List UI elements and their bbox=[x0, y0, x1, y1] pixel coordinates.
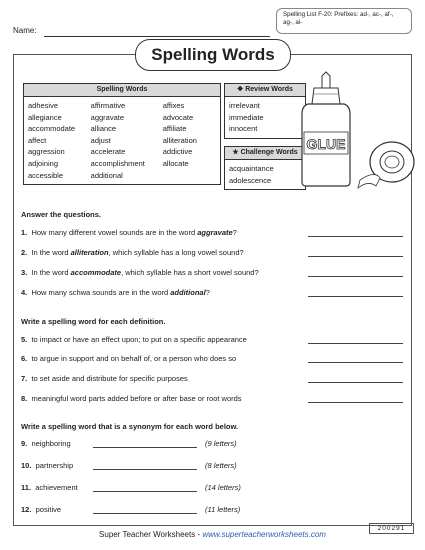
footer bbox=[0, 530, 425, 539]
word: affixes bbox=[162, 101, 185, 110]
word-column bbox=[163, 100, 216, 181]
synonym-word: partnership bbox=[35, 461, 74, 470]
answer-line[interactable] bbox=[308, 276, 403, 277]
word: affect bbox=[28, 135, 47, 145]
synonym-word: neighboring bbox=[31, 439, 71, 448]
spelling-list-info: Spelling List F-20: Prefixes: ad-, ac-, af-, ag-, al- bbox=[276, 8, 412, 34]
footer-brand: Super Teacher Worksheets - bbox=[99, 530, 203, 539]
synonym-question bbox=[21, 461, 73, 470]
question-text: In the word bbox=[31, 268, 71, 277]
question-number: 5. bbox=[21, 335, 28, 344]
word: allegiance bbox=[28, 112, 62, 122]
review-word: irrelevant bbox=[229, 101, 260, 110]
question bbox=[21, 335, 247, 344]
spelling-words-box bbox=[23, 83, 221, 185]
spelling-words-header: Spelling Words bbox=[24, 84, 220, 97]
word: alliance bbox=[90, 124, 117, 134]
word: alliteration bbox=[162, 135, 197, 145]
question bbox=[21, 268, 259, 277]
question-number: 12. bbox=[21, 505, 32, 514]
question-number: 7. bbox=[21, 374, 28, 383]
question-text: , which syllable has a short vowel sound? bbox=[121, 268, 259, 277]
section-heading: Write a spelling word that is a synonym for each word below. bbox=[21, 422, 239, 431]
question bbox=[21, 374, 188, 383]
synonym-question bbox=[21, 483, 78, 492]
question-text: ? bbox=[205, 288, 210, 297]
question bbox=[21, 354, 236, 363]
question-number: 2. bbox=[21, 248, 28, 257]
answer-line[interactable] bbox=[93, 447, 197, 448]
question bbox=[21, 288, 210, 297]
question-text: How many different vowel sounds are in the word bbox=[31, 228, 198, 237]
question bbox=[21, 394, 242, 403]
question-number: 8. bbox=[21, 394, 28, 403]
question-number: 11. bbox=[21, 483, 32, 492]
question-text: to impact or have an effect upon; to put on a specific appearance bbox=[31, 335, 247, 344]
word: addictive bbox=[162, 147, 193, 157]
question-number: 4. bbox=[21, 288, 28, 297]
answer-line[interactable] bbox=[93, 513, 197, 514]
question-keyword: additional bbox=[170, 288, 206, 297]
question-keyword: accommodate bbox=[70, 268, 122, 277]
synonym-word: positive bbox=[35, 505, 62, 514]
question-text: ? bbox=[232, 228, 237, 237]
word: accommodate bbox=[28, 124, 76, 134]
page-title: Spelling Words bbox=[135, 39, 291, 71]
word-column bbox=[91, 100, 163, 181]
question-keyword: alliteration bbox=[70, 248, 109, 257]
word: advocate bbox=[162, 112, 194, 122]
question-number: 6. bbox=[21, 354, 28, 363]
question-text: , which syllable has a long vowel sound? bbox=[108, 248, 244, 257]
word: adjoining bbox=[28, 158, 59, 168]
challenge-word: adolescence bbox=[229, 175, 272, 185]
synonym-question bbox=[21, 505, 61, 514]
answer-line[interactable] bbox=[308, 296, 403, 297]
question-keyword: aggravate bbox=[197, 228, 233, 237]
answer-line[interactable] bbox=[308, 343, 403, 344]
question bbox=[21, 248, 244, 257]
challenge-word: acquaintance bbox=[229, 164, 274, 173]
footer-url-link[interactable]: www.superteacherworksheets.com bbox=[202, 530, 326, 539]
answer-line[interactable] bbox=[308, 362, 403, 363]
challenge-words-box bbox=[224, 146, 306, 190]
answer-line[interactable] bbox=[93, 469, 197, 470]
word: adjust bbox=[90, 135, 111, 145]
section-heading: Write a spelling word for each definition. bbox=[21, 317, 166, 326]
word: affirmative bbox=[90, 101, 126, 110]
glue-illustration bbox=[300, 70, 420, 190]
question-text: to set aside and distribute for specific purposes bbox=[31, 374, 188, 383]
answer-line[interactable] bbox=[308, 402, 403, 403]
answer-line[interactable] bbox=[308, 236, 403, 237]
word: additional bbox=[90, 170, 123, 180]
word: accessible bbox=[28, 170, 64, 180]
review-word: immediate bbox=[229, 112, 264, 122]
letter-hint: (9 letters) bbox=[205, 439, 237, 448]
question-number: 3. bbox=[21, 268, 28, 277]
word: affiliate bbox=[162, 124, 187, 134]
review-words-box bbox=[224, 83, 306, 139]
word: aggravate bbox=[90, 112, 125, 122]
question-number: 9. bbox=[21, 439, 28, 448]
word: allocate bbox=[162, 158, 189, 168]
name-field[interactable] bbox=[44, 36, 270, 37]
synonym-word: achievement bbox=[35, 483, 78, 492]
challenge-words-header: ★ Challenge Words bbox=[225, 147, 305, 160]
name-label: Name: bbox=[13, 26, 37, 35]
question-text: How many schwa sounds are in the word bbox=[31, 288, 171, 297]
question-number: 10. bbox=[21, 461, 32, 470]
word: adhesive bbox=[28, 101, 59, 110]
glue-label: GLUE bbox=[306, 136, 346, 152]
question-number: 1. bbox=[21, 228, 28, 237]
question bbox=[21, 228, 237, 237]
word: aggression bbox=[28, 147, 65, 157]
question-text: In the word bbox=[31, 248, 71, 257]
word-column bbox=[28, 100, 91, 181]
question-text: to argue in support and on behalf of, or a person who does so bbox=[31, 354, 237, 363]
question-text: meaningful word parts added before or after base or root words bbox=[31, 394, 242, 403]
section-heading: Answer the questions. bbox=[21, 210, 102, 219]
review-word: innocent bbox=[229, 124, 258, 134]
letter-hint: (11 letters) bbox=[205, 505, 241, 514]
answer-line[interactable] bbox=[308, 256, 403, 257]
answer-line[interactable] bbox=[93, 491, 197, 492]
synonym-question bbox=[21, 439, 71, 448]
worksheet-code: 200291 bbox=[369, 523, 414, 534]
word: accomplishment bbox=[90, 158, 145, 168]
letter-hint: (14 letters) bbox=[205, 483, 241, 492]
letter-hint: (8 letters) bbox=[205, 461, 237, 470]
word: accelerate bbox=[90, 147, 126, 157]
answer-line[interactable] bbox=[308, 382, 403, 383]
review-words-header: ❖ Review Words bbox=[225, 84, 305, 97]
